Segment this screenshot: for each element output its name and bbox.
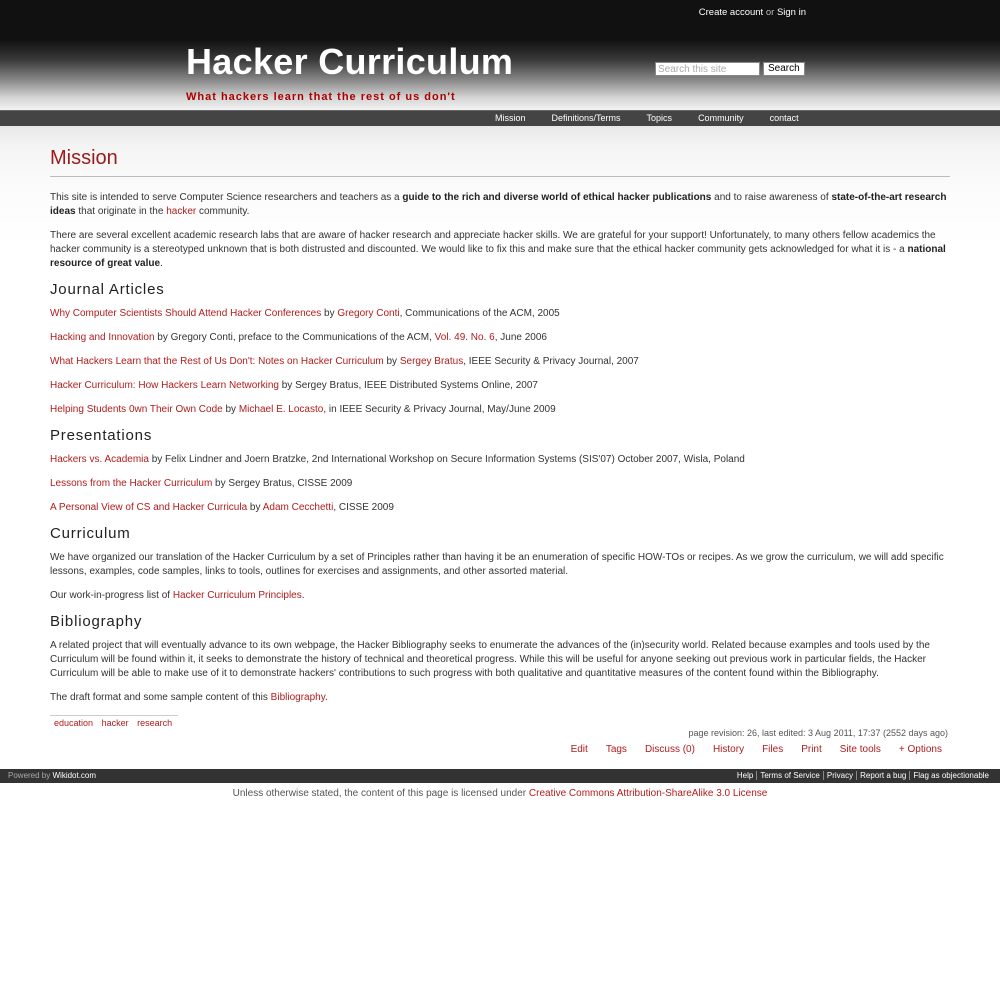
intro-text: that originate in the bbox=[75, 206, 167, 217]
article-by: by bbox=[383, 356, 400, 367]
bibliography-heading: Bibliography bbox=[50, 613, 143, 630]
article-link[interactable]: Hacker Curriculum: How Hackers Learn Networking bbox=[50, 380, 279, 391]
license-link[interactable]: Creative Commons Attribution-ShareAlike 3.0 License bbox=[528, 788, 768, 799]
intro-text: There are several excellent academic research labs that are aware of hacker research and appreciate hacker skills. We are grateful for your support! Unfortunately, to many others fellow academics the hacker community is a stereotyped unknown that is both distrusted and discounted. We would like to fix this and make sure that the ethical hacker community gets acknowledged for what it is - a bbox=[50, 230, 936, 255]
tags-button[interactable]: Tags bbox=[605, 744, 627, 755]
intro-bold: guide to the rich and diverse world of ethical hacker publications bbox=[402, 192, 712, 203]
license-notice bbox=[0, 788, 1000, 799]
footer-link-report-bug[interactable]: Report a bug bbox=[856, 771, 909, 780]
nav-item-community[interactable]: Community bbox=[698, 113, 744, 123]
journal-articles-heading: Journal Articles bbox=[50, 281, 165, 298]
page-title: Mission bbox=[50, 146, 950, 177]
tag-link[interactable]: research bbox=[137, 718, 173, 728]
curriculum-text: Our work-in-progress list of bbox=[50, 590, 173, 601]
site-subtitle: What hackers learn that the rest of us don't bbox=[186, 91, 456, 103]
article-source: , in IEEE Security & Privacy Journal, May/June 2009 bbox=[323, 404, 556, 415]
presentation-link[interactable]: Hackers vs. Academia bbox=[50, 454, 149, 465]
intro-text: community. bbox=[196, 206, 250, 217]
intro-bold: national resource of great value bbox=[50, 244, 946, 269]
article-item bbox=[50, 307, 950, 321]
print-button[interactable]: Print bbox=[801, 744, 822, 755]
presentation-item bbox=[50, 501, 950, 515]
bibliography-text: The draft format and some sample content of this bbox=[50, 692, 271, 703]
site-footer bbox=[0, 769, 1000, 783]
sign-in-link[interactable]: Sign in bbox=[776, 7, 806, 18]
nav-item-mission[interactable]: Mission bbox=[495, 113, 526, 123]
discuss-button[interactable]: Discuss (0) bbox=[644, 744, 695, 755]
volume-link[interactable]: Vol. 49. No. 6 bbox=[434, 332, 495, 343]
presentations-heading: Presentations bbox=[50, 427, 153, 444]
top-nav-bar bbox=[0, 110, 1000, 126]
history-button[interactable]: History bbox=[712, 744, 745, 755]
article-source: , June 2006 bbox=[494, 332, 547, 343]
bibliography-text: . bbox=[324, 692, 328, 703]
article-source: , Communications of the ACM, 2005 bbox=[399, 308, 560, 319]
article-item bbox=[50, 403, 950, 417]
intro-text: This site is intended to serve Computer Science researchers and teachers as a bbox=[50, 192, 403, 203]
footer-link-flag[interactable]: Flag as objectionable bbox=[909, 771, 992, 780]
bibliography-link[interactable]: Bibliography bbox=[270, 692, 325, 703]
site-tools-button[interactable]: Site tools bbox=[839, 744, 881, 755]
tag-link[interactable]: hacker bbox=[101, 718, 129, 728]
edit-button[interactable]: Edit bbox=[570, 744, 588, 755]
search-input[interactable] bbox=[655, 62, 760, 76]
site-header bbox=[0, 0, 1000, 110]
principles-link[interactable]: Hacker Curriculum Principles bbox=[172, 590, 302, 601]
search-form bbox=[655, 62, 805, 76]
article-item bbox=[50, 355, 950, 369]
intro-text: and to raise awareness of bbox=[711, 192, 832, 203]
footer-link-terms[interactable]: Terms of Service bbox=[756, 771, 823, 780]
page-tags bbox=[50, 715, 178, 728]
nav-item-definitions[interactable]: Definitions/Terms bbox=[551, 113, 621, 123]
tag-link[interactable]: education bbox=[54, 718, 94, 728]
intro-paragraph-2 bbox=[50, 229, 950, 271]
presentation-by: by bbox=[247, 502, 263, 513]
nav-item-contact[interactable]: contact bbox=[769, 113, 799, 123]
hacker-link[interactable]: hacker bbox=[166, 206, 197, 217]
footer-link-privacy[interactable]: Privacy bbox=[823, 771, 856, 780]
login-or-text: or bbox=[765, 7, 775, 18]
article-link[interactable]: What Hackers Learn that the Rest of Us Don't: Notes on Hacker Curriculum bbox=[50, 356, 384, 367]
nav-item-topics[interactable]: Topics bbox=[646, 113, 673, 123]
presentation-source: , CISSE 2009 bbox=[333, 502, 394, 513]
author-link[interactable]: Adam Cecchetti bbox=[262, 502, 334, 513]
wikidot-link[interactable]: Wikidot.com bbox=[52, 771, 97, 780]
article-link[interactable]: Hacking and Innovation bbox=[50, 332, 155, 343]
article-source: by Gregory Conti, preface to the Communications of the ACM, bbox=[154, 332, 435, 343]
powered-by-text: Powered by bbox=[8, 771, 51, 780]
bibliography-paragraph: A related project that will eventually advance to its own webpage, the Hacker Bibliography seeks to enumerate the advances of the (in)security world. Related because examples and tools used by the Curriculum will be found within it, it seeks to demonstrate the history of technical and theoretical progress. While this will be useful for anyone seeking out previous work in particular fields, the Hacker Curriculum will be able to make use of it to demonstrate hackers' contributions to such progress with both qualitative and quantitative measures of the content found within the Bibliography. bbox=[50, 640, 930, 679]
search-button[interactable]: Search bbox=[763, 62, 805, 76]
content-area bbox=[0, 126, 1000, 769]
article-source: , IEEE Security & Privacy Journal, 2007 bbox=[463, 356, 639, 367]
article-by: by bbox=[222, 404, 239, 415]
author-link[interactable]: Gregory Conti bbox=[337, 308, 400, 319]
intro-text: . bbox=[160, 258, 163, 269]
intro-bold: state-of-the-art research ideas bbox=[50, 192, 947, 217]
page-content bbox=[50, 146, 950, 705]
author-link[interactable]: Sergey Bratus bbox=[399, 356, 464, 367]
article-item bbox=[50, 331, 950, 345]
intro-paragraph-1 bbox=[50, 191, 950, 219]
presentation-source: by Felix Lindner and Joern Bratzke, 2nd International Workshop on Secure Information Systems (SIS'07) October 2007, Wisla, Poland bbox=[148, 454, 745, 465]
bibliography-draft-paragraph bbox=[50, 691, 950, 705]
curriculum-text: . bbox=[301, 590, 305, 601]
author-link[interactable]: Michael E. Locasto bbox=[238, 404, 324, 415]
presentation-link[interactable]: Lessons from the Hacker Curriculum bbox=[50, 478, 213, 489]
curriculum-principles-paragraph bbox=[50, 589, 950, 603]
create-account-link[interactable]: Create account bbox=[698, 7, 764, 18]
article-by: by bbox=[321, 308, 338, 319]
curriculum-paragraph: We have organized our translation of the Hacker Curriculum by a set of Principles rather than having it be an enumeration of specific HOW-TOs or recipes. As we grow the curriculum, we will add specific lessons, examples, code samples, links to tools, outlines for exercises and assignments, and other assorted material. bbox=[50, 552, 944, 577]
site-title[interactable]: Hacker Curriculum bbox=[186, 41, 514, 82]
powered-by bbox=[8, 771, 96, 780]
page-revision-info: page revision: 26, last edited: 3 Aug 2011, 17:37 (2552 days ago) bbox=[688, 728, 948, 738]
article-link[interactable]: Why Computer Scientists Should Attend Hacker Conferences bbox=[50, 308, 322, 319]
presentation-source: by Sergey Bratus, CISSE 2009 bbox=[212, 478, 353, 489]
curriculum-heading: Curriculum bbox=[50, 525, 131, 542]
footer-link-help[interactable]: Help bbox=[736, 771, 754, 780]
files-button[interactable]: Files bbox=[762, 744, 784, 755]
page-options-bar bbox=[571, 744, 942, 755]
article-item bbox=[50, 379, 950, 393]
presentation-link[interactable]: A Personal View of CS and Hacker Curricula bbox=[50, 502, 248, 513]
article-source: by Sergey Bratus, IEEE Distributed Systems Online, 2007 bbox=[278, 380, 538, 391]
presentation-item bbox=[50, 453, 950, 467]
more-options-button[interactable]: + Options bbox=[898, 744, 942, 755]
login-status bbox=[699, 7, 806, 18]
presentation-item bbox=[50, 477, 950, 491]
article-link[interactable]: Helping Students 0wn Their Own Code bbox=[50, 404, 223, 415]
footer-links bbox=[734, 771, 992, 780]
license-text: Unless otherwise stated, the content of this page is licensed under bbox=[232, 788, 529, 799]
